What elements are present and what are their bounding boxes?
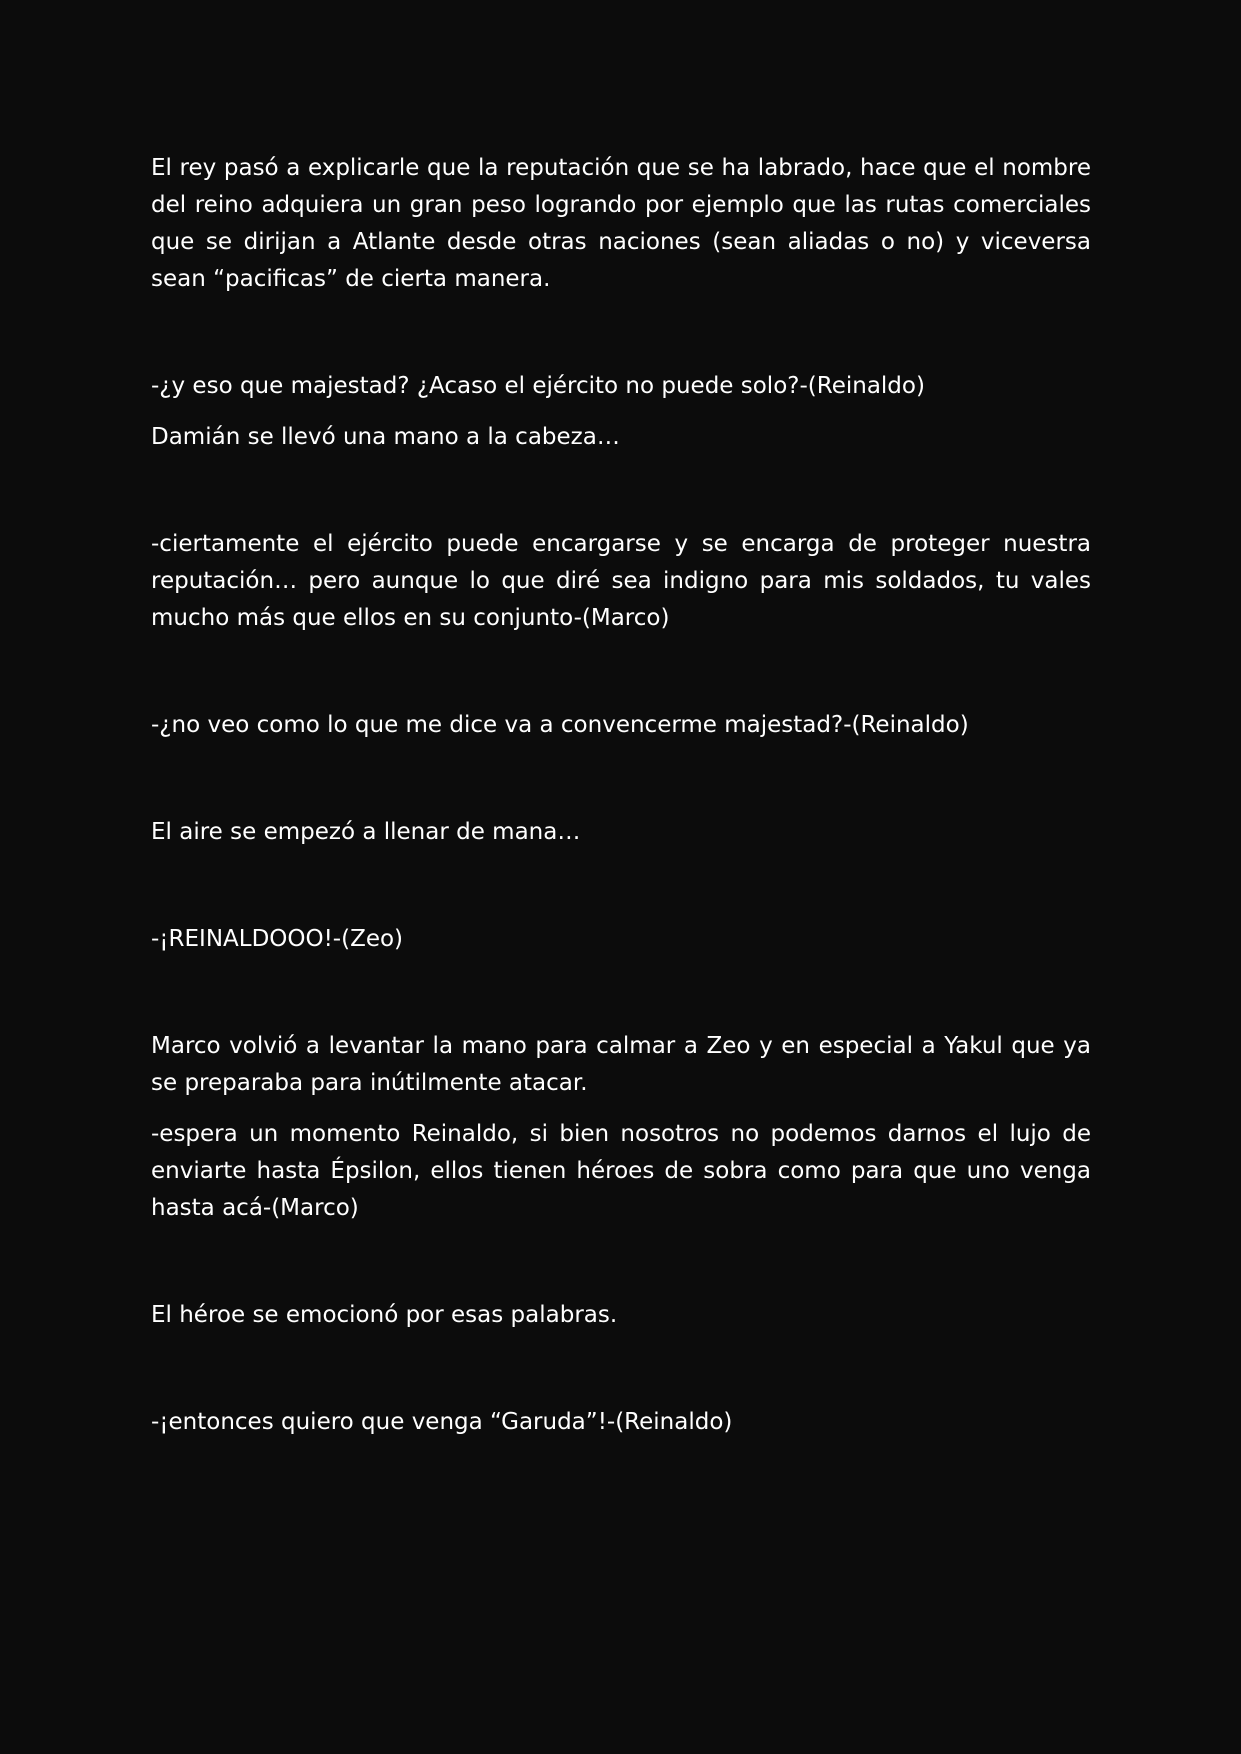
dialogue-paragraph: -espera un momento Reinaldo, si bien nosotros no podemos darnos el lujo de enviarte hasta Épsilon, ellos tienen héroes de sobra como para que uno venga hasta acá-(Marco): [151, 1121, 1091, 1221]
narration-paragraph: Damián se llevó una mano a la cabeza…: [151, 424, 620, 450]
text-column: [151, 150, 1091, 1441]
dialogue-paragraph: -¿y eso que majestad? ¿Acaso el ejército no puede solo?-(Reinaldo): [151, 373, 925, 399]
dialogue-paragraph: -¡entonces quiero que venga “Garuda”!-(Reinaldo): [151, 1409, 733, 1435]
narration-paragraph: Marco volvió a levantar la mano para calmar a Zeo y en especial a Yakul que ya se preparaba para inútilmente atacar.: [151, 1033, 1091, 1096]
narration-paragraph: El aire se empezó a llenar de mana…: [151, 819, 581, 845]
dialogue-paragraph: -¿no veo como lo que me dice va a convencerme majestad?-(Reinaldo): [151, 712, 969, 738]
narration-paragraph: El héroe se emocionó por esas palabras.: [151, 1302, 618, 1328]
dialogue-paragraph: -¡REINALDOOO!-(Zeo): [151, 926, 404, 952]
narration-paragraph: El rey pasó a explicarle que la reputación que se ha labrado, hace que el nombre del reino adquiera un gran peso logrando por ejemplo que las rutas comerciales que se dirijan a Atlante desde otras naciones (sean aliadas o no) y viceversa sean “pacificas” de cierta manera.: [151, 155, 1091, 292]
dialogue-paragraph: -ciertamente el ejército puede encargarse y se encarga de proteger nuestra reputación… pero aunque lo que diré sea indigno para mis soldados, tu vales mucho más que ellos en su conjunto-(Marco): [151, 531, 1091, 631]
